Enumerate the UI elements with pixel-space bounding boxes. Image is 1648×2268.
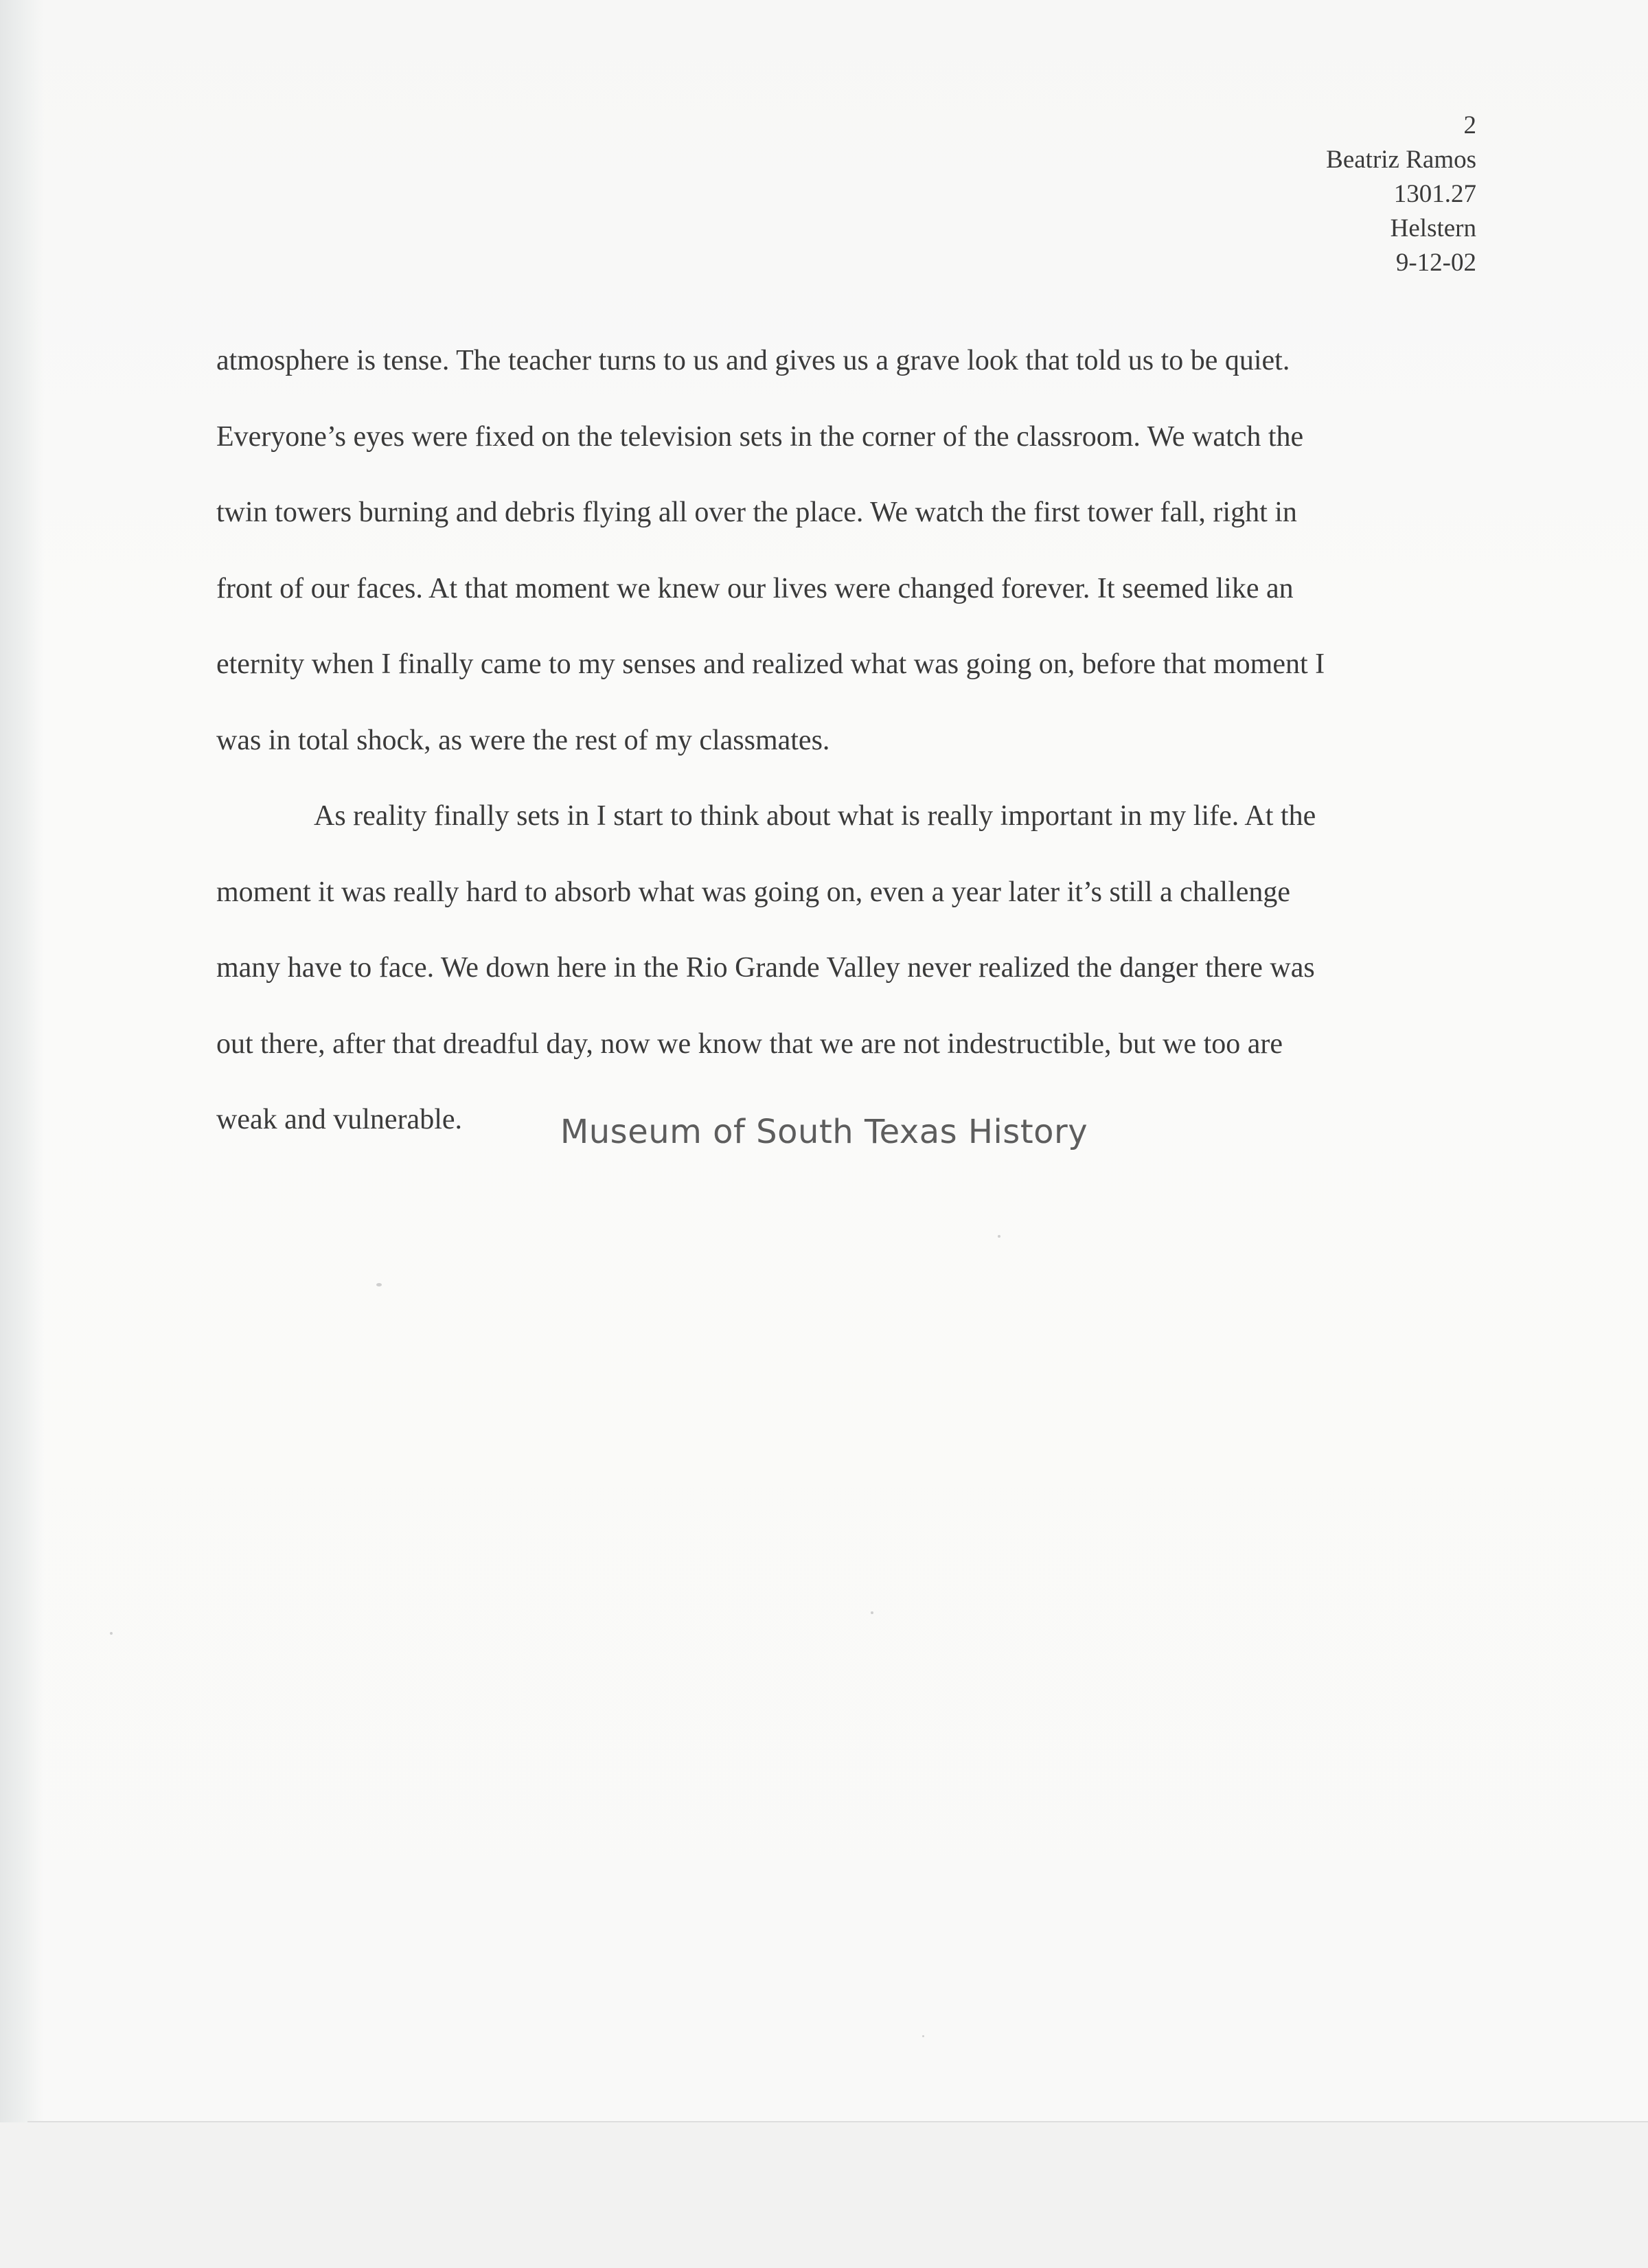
paragraph-2-line: many have to face. We down here in the Rio Grande Valley never realized the danger there was	[216, 952, 1315, 984]
page-number: 2	[1463, 111, 1476, 139]
paragraph-2-line: moment it was really hard to absorb what was going on, even a year later it’s still a challenge	[216, 876, 1291, 908]
paragraph-1-line: eternity when I finally came to my senses and realized what was going on, before that moment I	[216, 648, 1325, 680]
instructor-name: Helstern	[1390, 214, 1476, 242]
paragraph-1-line: was in total shock, as were the rest of my classmates.	[216, 724, 830, 756]
paragraph-2-line: out there, after that dreadful day, now we know that we are not indestructible, but we too are	[216, 1028, 1283, 1060]
page-header	[1326, 109, 1476, 280]
scanner-bed	[0, 2122, 1648, 2268]
page-edge	[27, 2121, 1648, 2122]
paragraph-1-line: Everyone’s eyes were fixed on the television sets in the corner of the classroom. We watch the	[216, 420, 1304, 453]
dust-speck	[376, 1283, 382, 1286]
essay-date: 9-12-02	[1395, 249, 1476, 277]
scan-shadow	[0, 0, 44, 2129]
essay-body	[216, 323, 1507, 1158]
dust-speck	[922, 2035, 924, 2037]
dust-speck	[998, 1235, 1000, 1238]
museum-watermark: Museum of South Texas History	[560, 1113, 1088, 1151]
paragraph-1-line: front of our faces. At that moment we knew our lives were changed forever. It seemed like an	[216, 572, 1294, 604]
author-name: Beatriz Ramos	[1326, 146, 1476, 174]
dust-speck	[871, 1611, 873, 1614]
paragraph-1-line: atmosphere is tense. The teacher turns to us and gives us a grave look that told us to be quiet.	[216, 345, 1290, 376]
paragraph-1-line: twin towers burning and debris flying all over the place. We watch the first tower fall, right in	[216, 497, 1297, 528]
dust-speck	[110, 1632, 113, 1635]
paragraph-2-line: weak and vulnerable.	[216, 1104, 463, 1135]
course-number: 1301.27	[1393, 180, 1476, 208]
paragraph-2-line: As reality finally sets in I start to think about what is really important in my life. At the	[314, 800, 1316, 832]
